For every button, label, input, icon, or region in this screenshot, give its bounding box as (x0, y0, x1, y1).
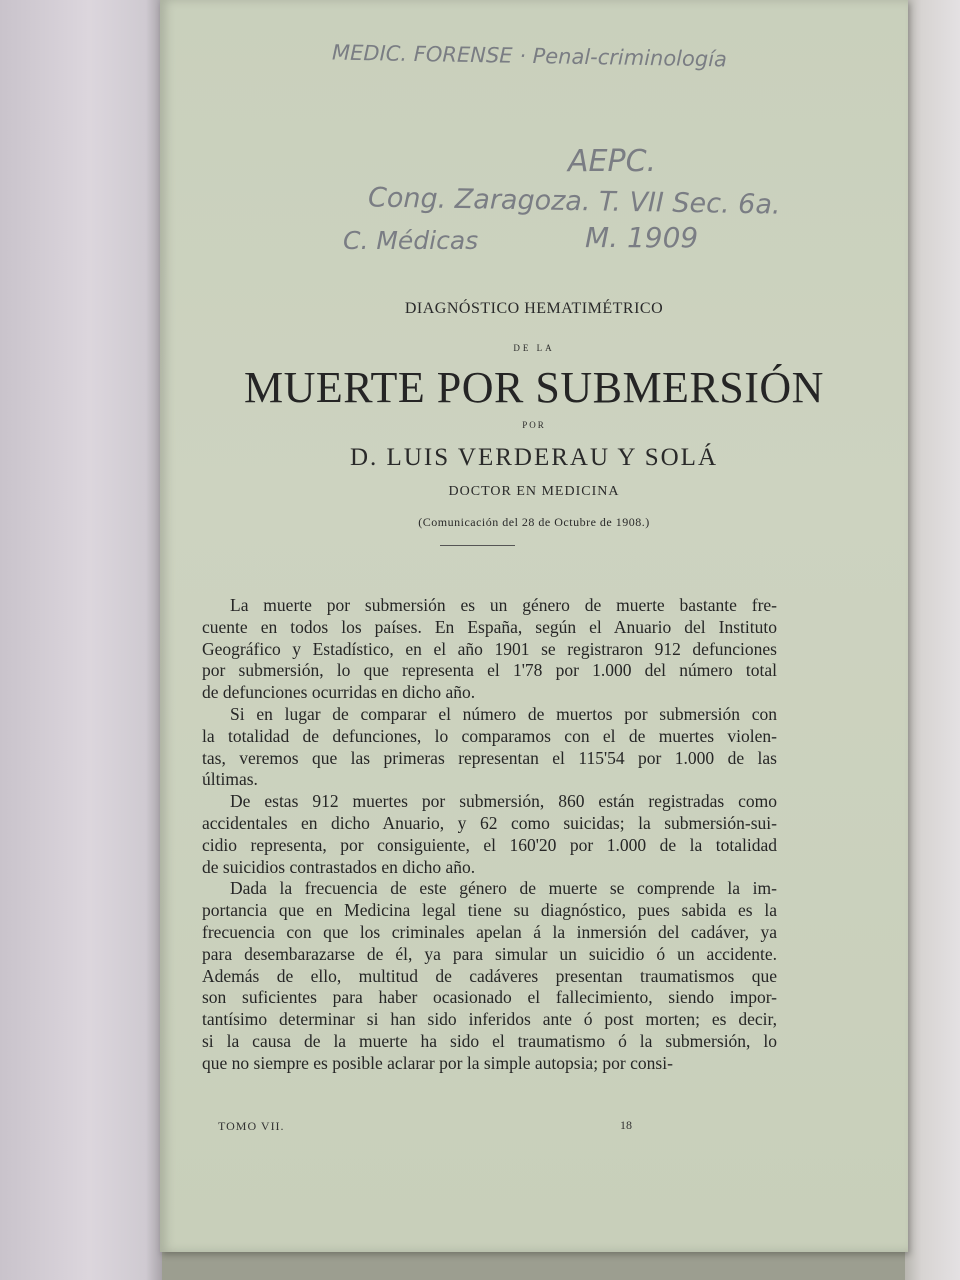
text-line: cidio representa, por consiguiente, el 160'20 por 1.000 de la totalidad (202, 834, 777, 855)
volume-label: TOMO VII. (218, 1119, 285, 1133)
divider (440, 545, 515, 546)
text-line: por submersión, lo que representa el 1'78 por 1.000 del número total (202, 660, 777, 681)
body-text (202, 595, 777, 1075)
text-line: Dada la frecuencia de este género de muerte se comprende la im- (230, 878, 777, 899)
text-line: frecuencia con que los criminales apelan á la inmersión del cadáver, ya (202, 921, 777, 942)
text-line: de defunciones ocurridas en dicho año. (202, 682, 476, 703)
paragraph (202, 595, 777, 704)
document-page (160, 0, 908, 1252)
handwritten-note-year: M. 1909 (585, 221, 699, 254)
left-page (0, 0, 162, 1280)
author-connector: POR (522, 420, 546, 430)
title-connector: DE LA (513, 343, 555, 353)
text-line: si la causa de la muerte ha sido el traumatismo ó la submersión, lo (202, 1030, 777, 1051)
communication-date: (Comunicación del 28 de Octubre de 1908.) (418, 515, 650, 529)
handwritten-note-congress: Cong. Zaragoza. T. VII Sec. 6a. (367, 182, 781, 221)
text-line: para desembarazarse de él, ya para simular un suicidio ó un accidente. (202, 943, 777, 964)
text-line: portancia que en Medicina legal tiene su diagnóstico, pues sabida es la (202, 900, 777, 921)
handwritten-note-subject: MEDIC. FORENSE · Penal-criminología (331, 40, 728, 72)
text-line: son suficientes para haber ocasionado el fallecimiento, siendo impor- (202, 987, 777, 1008)
text-line: que no siempre es posible aclarar por la simple autopsia; por consi- (202, 1052, 673, 1073)
author-name: D. LUIS VERDERAU Y SOLÁ (350, 444, 718, 471)
pretitle: DIAGNÓSTICO HEMATIMÉTRICO (404, 300, 664, 317)
text-line: Además de ello, multitud de cadáveres presentan traumatismos que (202, 965, 777, 986)
next-page-edge (905, 0, 960, 1280)
text-line: de suicidios contrastados en dicho año. (202, 856, 476, 877)
text-line: accidentales en dicho Anuario, y 62 como suicidas; la submersión-sui- (202, 812, 777, 833)
text-line: Si en lugar de comparar el número de muertos por submersión con (230, 703, 777, 724)
paragraph (202, 791, 777, 878)
paragraph (202, 704, 777, 791)
text-line: últimas. (202, 769, 258, 790)
handwritten-note-aepc: AEPC. (568, 144, 657, 179)
text-line: La muerte por submersión es un género de muerte bastante fre- (230, 595, 777, 615)
page-title: MUERTE POR SUBMERSIÓN (244, 363, 824, 412)
author-degree: DOCTOR EN MEDICINA (448, 484, 620, 499)
text-line: cuente en todos los países. En España, según el Anuario del Instituto (202, 616, 777, 637)
text-line: tas, veremos que las primeras representan el 115'54 por 1.000 de las (202, 747, 777, 768)
handwritten-note-section: C. Médicas (343, 226, 479, 255)
text-line: De estas 912 muertes por submersión, 860 están registradas como (230, 791, 777, 812)
text-line: Geográfico y Estadístico, en el año 1901 se registraron 912 defunciones (202, 638, 777, 659)
signature-mark: 18 (620, 1118, 632, 1132)
text-line: tantísimo determinar si han sido inferidos ante ó post morten; es decir, (202, 1009, 777, 1030)
paragraph (202, 878, 777, 1074)
text-line: la totalidad de defunciones, lo comparamos con el de muertes violen- (202, 725, 777, 746)
